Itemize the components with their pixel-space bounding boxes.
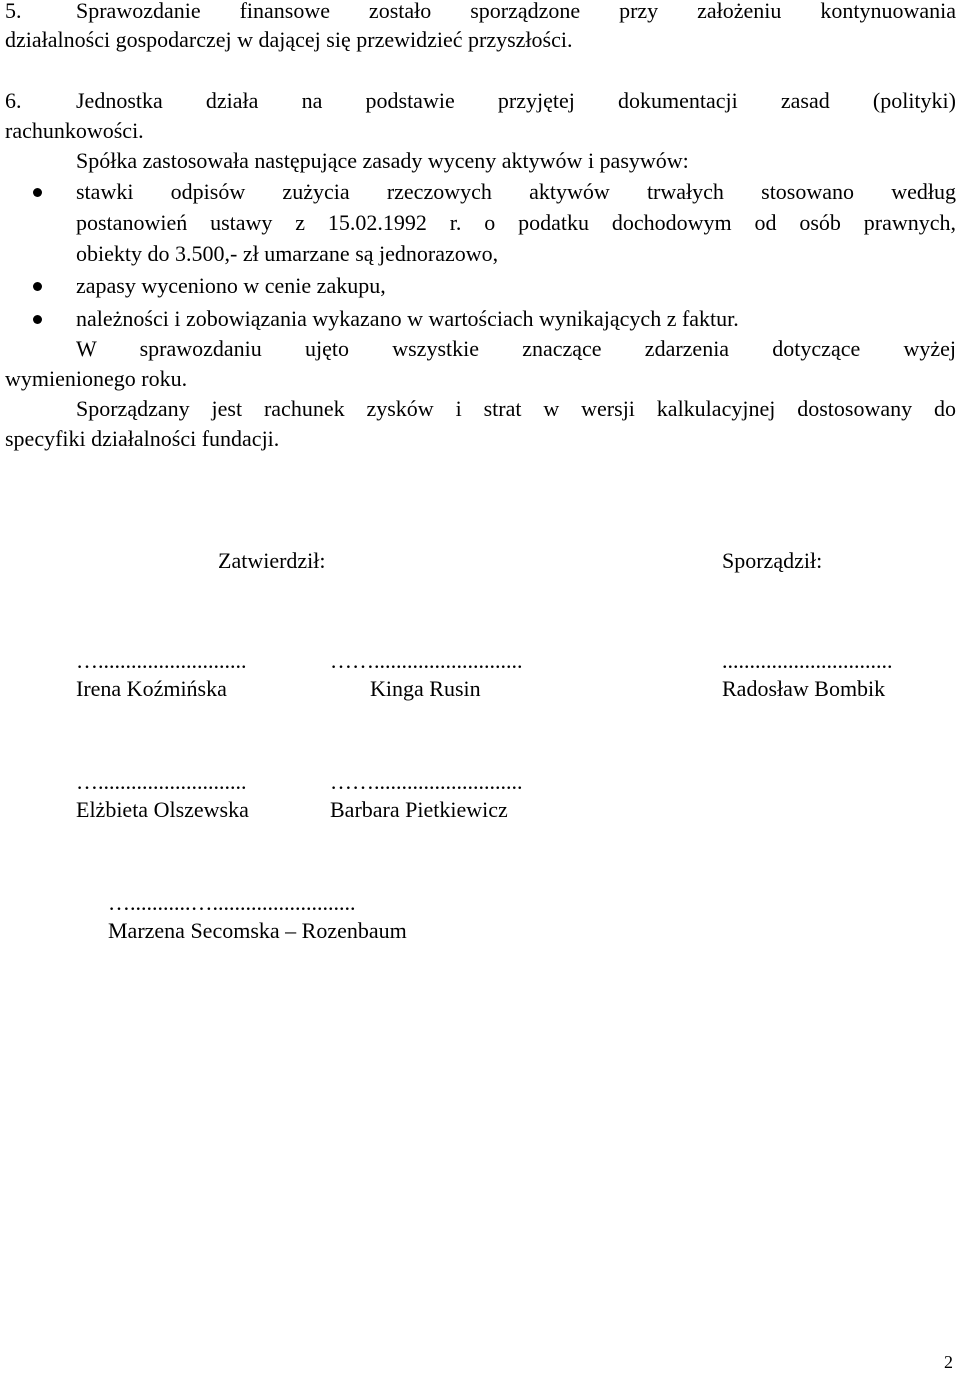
bullet-2-line-1: zapasy wyceniono w cenie zakupu, <box>76 273 386 298</box>
paragraph-2-line-2: specyfiki działalności fundacji. <box>5 426 280 451</box>
section-6-number: 6. <box>5 88 22 113</box>
bullet-1-line-3: obiekty do 3.500,- zł umarzane są jednorazowo, <box>76 241 499 266</box>
signatory-name: Elżbieta Olszewska <box>76 797 249 822</box>
signature-dots: …........................... <box>76 769 247 794</box>
prepared-by-label: Sporządził: <box>722 548 823 573</box>
section-5-line-2: działalności gospodarczej w dającej się przewidzieć przyszłości. <box>5 27 573 52</box>
bullet-dot <box>33 188 42 197</box>
bullet-dot <box>33 282 42 291</box>
section-6-line-2: rachunkowości. <box>5 118 144 143</box>
bullet-3-line-1: należności i zobowiązania wykazano w wartościach wynikających z faktur. <box>76 306 739 331</box>
page-number: 2 <box>944 1352 953 1372</box>
section-5-line-1: Sprawozdanie finansowe zostało sporządzone przy założeniu kontynuowania <box>76 0 956 23</box>
section-6-line-1: Jednostka działa na podstawie przyjętej dokumentacji zasad (polityki) <box>76 88 956 113</box>
signatory-name: Marzena Secomska – Rozenbaum <box>108 918 407 943</box>
approved-by-label: Zatwierdził: <box>218 548 326 573</box>
signature-dots: …...........….......................... <box>108 890 356 915</box>
signatory-name: Barbara Pietkiewicz <box>330 797 508 822</box>
bullet-dot <box>33 315 42 324</box>
section-5-number: 5. <box>5 0 22 23</box>
signature-dots: ............................... <box>722 648 893 673</box>
signatory-name: Kinga Rusin <box>370 676 481 701</box>
signature-dots: …........................... <box>76 648 247 673</box>
paragraph-1-line-1: W sprawozdaniu ujęto wszystkie znaczące zdarzenia dotyczące wyżej <box>76 336 956 361</box>
bullet-1-line-2: postanowień ustawy z 15.02.1992 r. o podatku dochodowym od osób prawnych, <box>76 210 956 235</box>
signatory-name: Radosław Bombik <box>722 676 886 701</box>
bullet-1-line-1: stawki odpisów zużycia rzeczowych aktywów trwałych stosowano według <box>76 179 956 204</box>
valuation-intro: Spółka zastosowała następujące zasady wyceny aktywów i pasywów: <box>76 148 689 173</box>
paragraph-2-line-1: Sporządzany jest rachunek zysków i strat w wersji kalkulacyjnej dostosowany do <box>76 396 956 421</box>
signatory-name: Irena Koźmińska <box>76 676 227 701</box>
paragraph-1-line-2: wymienionego roku. <box>5 366 188 391</box>
signature-dots: ……........................... <box>330 648 523 673</box>
signature-dots: ……........................... <box>330 769 523 794</box>
